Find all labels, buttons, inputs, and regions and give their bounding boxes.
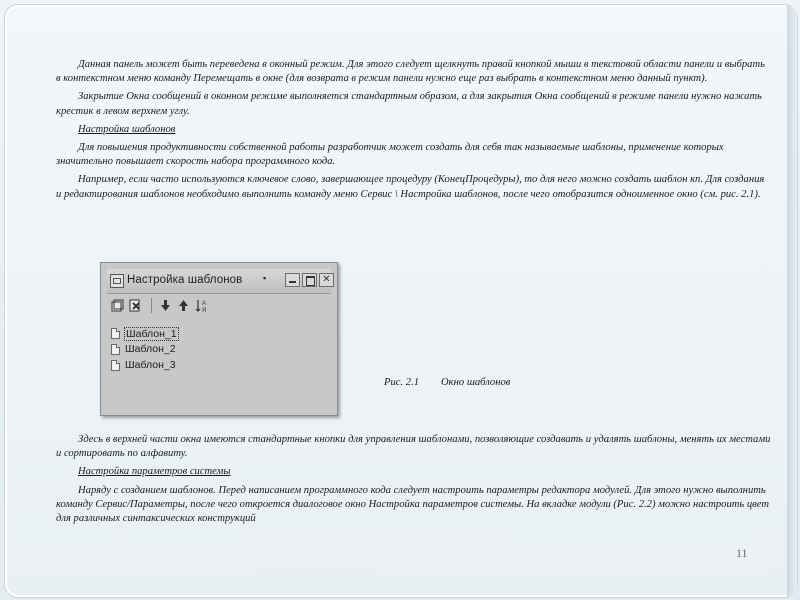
heading-link-templates[interactable]: Настройка шаблонов: [78, 123, 176, 135]
maximize-button[interactable]: [302, 273, 317, 287]
template-list: [109, 319, 329, 409]
toolbar-separator: [151, 298, 152, 313]
document-icon: [111, 344, 120, 355]
templates-window-screenshot: [100, 262, 338, 416]
close-button[interactable]: [319, 273, 334, 287]
list-item-label: Шаблон_1: [126, 328, 177, 340]
move-up-icon[interactable]: [177, 299, 190, 312]
slide-text-bottom: [56, 433, 772, 530]
move-down-icon[interactable]: [159, 299, 172, 312]
paragraph-panel-mode: Данная панель может быть переведена в оконный режим. Для этого следует щелкнуть правой кнопкой мыши в текстовой области панели и выбрать в контекстном меню команду Перемещать в окне (для возврата в режим панели нужно еще раз выбрать в контекстном меню данный пункт).: [56, 59, 765, 85]
svg-text:A: A: [202, 301, 207, 307]
list-item-label: Шаблон_3: [125, 359, 176, 371]
svg-text:Я: Я: [202, 308, 207, 313]
paragraph-params: Наряду с созданием шаблонов. Перед написанием программного кода следует настроить параметры редактора модулей. Для этого нужно выполнить команду Сервис/Параметры, после чего откроется диалоговое окно Настройка параметров системы. На вкладке модули (Рис. 2.2) можно настроить цвет для различных синтаксических конструкций: [56, 484, 769, 525]
window-title-bar: [107, 269, 331, 294]
paragraph-after-figure: Здесь в верхней части окна имеются стандартные кнопки для управления шаблонами, позволяющие создавать и удалять шаблоны, менять их местами и сортировать по алфавиту.: [56, 434, 771, 460]
window-title: Настройка шаблонов: [127, 274, 243, 286]
window-toolbar: [107, 297, 331, 315]
paragraph-templates-intro: Для повышения продуктивности собственной работы разработчик может создать для себя так называемые шаблоны, применение которых значительно повышает скорость набора программного кода.: [56, 142, 724, 168]
list-item-label: Шаблон_2: [125, 343, 176, 355]
delete-template-icon[interactable]: [129, 299, 142, 312]
document-icon: [111, 328, 120, 339]
heading-link-params[interactable]: Настройка параметров системы: [78, 466, 231, 478]
minimize-button[interactable]: [285, 273, 300, 287]
window-app-icon: [110, 274, 124, 288]
paragraph-templates-example: Например, если часто используются ключевое слово, завершающее процедуру (КонецПроцедуры), то для него можно создать шаблон кп. Для создания и редактирования шаблонов необходимо выполнить команду меню Сервис \ Настройка шаблонов, после чего отобразится одноименное окно (см. рис. 2.1).: [56, 174, 765, 200]
paragraph-close-window: Закрытие Окна сообщений в оконном режиме выполняется стандартным образом, а для закрытия Окна сообщений в режиме панели нужно нажать крестик в левом верхнем углу.: [56, 91, 762, 117]
figure-number: Рис. 2.1: [384, 377, 420, 388]
document-icon: [111, 360, 120, 371]
figure-caption: [384, 377, 510, 388]
slide-text-top: [56, 58, 772, 206]
slide-edge-decoration: [787, 5, 797, 597]
close-icon: ✕: [322, 274, 331, 285]
page-number: 11: [736, 546, 748, 560]
title-dropdown-icon: ▪: [263, 273, 267, 283]
figure-title: Окно шаблонов: [441, 377, 511, 388]
sort-icon[interactable]: [195, 299, 208, 312]
new-template-icon[interactable]: [111, 299, 124, 312]
